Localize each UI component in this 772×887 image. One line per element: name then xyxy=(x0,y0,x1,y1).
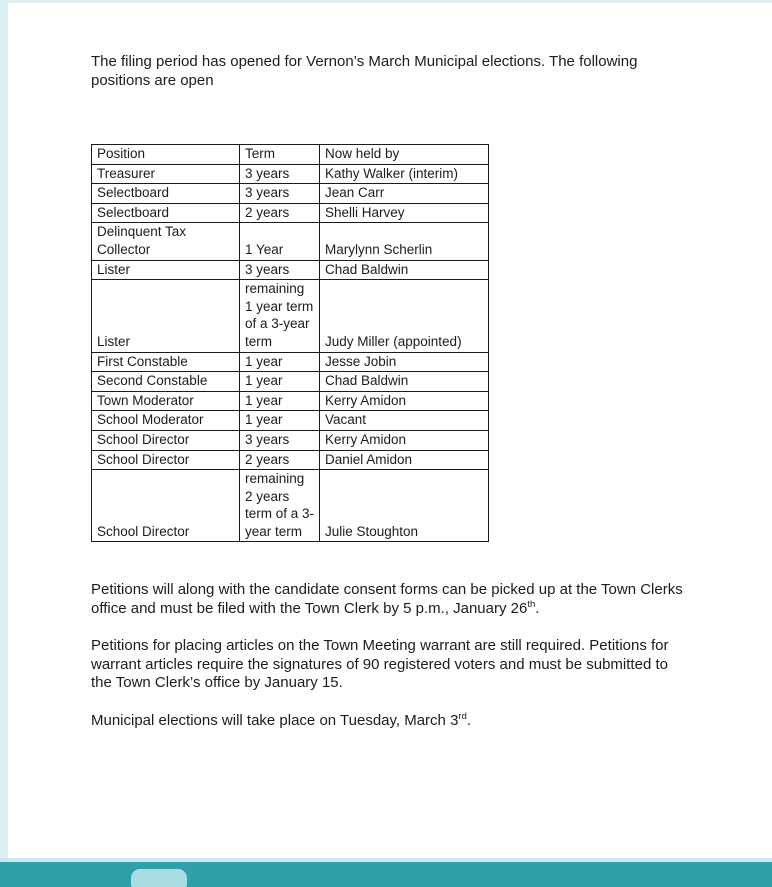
cell-position: Delinquent Tax Collector xyxy=(92,223,240,260)
paragraph-petition-pickup xyxy=(91,581,687,618)
left-edge-strip xyxy=(0,0,8,887)
cell-position: School Moderator xyxy=(92,411,240,431)
column-header-term: Term xyxy=(240,145,320,165)
cell-position: Selectboard xyxy=(92,203,240,223)
table-row xyxy=(92,352,489,372)
cell-term: 1 year xyxy=(240,352,320,372)
cell-holder: Chad Baldwin xyxy=(320,260,489,280)
paragraph-election-date xyxy=(91,712,687,731)
cell-term: 2 years xyxy=(240,203,320,223)
positions-table xyxy=(91,144,489,542)
cell-term: 1 year xyxy=(240,391,320,411)
cell-holder: Judy Miller (appointed) xyxy=(320,280,489,352)
superscript: rd xyxy=(458,710,467,722)
table-row xyxy=(92,470,489,542)
document-content xyxy=(91,0,687,730)
cell-holder: Daniel Amidon xyxy=(320,450,489,470)
cell-term: 3 years xyxy=(240,164,320,184)
table-row xyxy=(92,164,489,184)
table-row xyxy=(92,280,489,352)
cell-term: 1 year xyxy=(240,372,320,392)
table-row xyxy=(92,223,489,260)
cell-position: Lister xyxy=(92,280,240,352)
table-header-row xyxy=(92,145,489,165)
text-run: Municipal elections will take place on Tuesday, March 3 xyxy=(91,711,459,729)
cell-holder: Kerry Amidon xyxy=(320,430,489,450)
superscript: th xyxy=(527,598,536,610)
cell-term: 1 Year xyxy=(240,223,320,260)
text-run: . xyxy=(535,599,540,617)
cell-term: 3 years xyxy=(240,430,320,450)
cell-position: Town Moderator xyxy=(92,391,240,411)
scrollbar-thumb[interactable] xyxy=(131,869,187,887)
cell-position: Lister xyxy=(92,260,240,280)
positions-table-body xyxy=(92,164,489,542)
table-row xyxy=(92,411,489,431)
cell-term: 3 years xyxy=(240,260,320,280)
cell-term: 3 years xyxy=(240,184,320,204)
paragraph-warrant-articles: Petitions for placing articles on the Town Meeting warrant are still required. Petitions for warrant articles require the signatures of 90 registered voters and must be submitted to the Town Clerk’s office by January 15. xyxy=(91,637,669,692)
cell-position: School Director xyxy=(92,450,240,470)
cell-term: remaining 2 years term of a 3-year term xyxy=(240,470,320,542)
cell-position: First Constable xyxy=(92,352,240,372)
cell-holder: Chad Baldwin xyxy=(320,372,489,392)
cell-holder: Kerry Amidon xyxy=(320,391,489,411)
cell-position: Second Constable xyxy=(92,372,240,392)
column-header-holder: Now held by xyxy=(320,145,489,165)
text-run: . xyxy=(466,711,472,729)
cell-holder: Marylynn Scherlin xyxy=(320,223,489,260)
table-row xyxy=(92,372,489,392)
text-run: Petitions will along with the candidate consent forms can be picked up at the Town Clerks office and must be filed with the Town Clerk by 5 p.m., January 26 xyxy=(91,581,683,617)
cell-term: remaining 1 year term of a 3-year term xyxy=(240,280,320,352)
table-row xyxy=(92,450,489,470)
cell-holder: Julie Stoughton xyxy=(320,470,489,542)
cell-term: 1 year xyxy=(240,411,320,431)
cell-position: Treasurer xyxy=(92,164,240,184)
table-row xyxy=(92,391,489,411)
intro-paragraph: The filing period has opened for Vernon’s March Municipal elections. The following positions are open xyxy=(91,53,638,89)
cell-position: School Director xyxy=(92,470,240,542)
cell-position: School Director xyxy=(92,430,240,450)
column-header-position: Position xyxy=(92,145,240,165)
cell-position: Selectboard xyxy=(92,184,240,204)
cell-term: 2 years xyxy=(240,450,320,470)
cell-holder: Kathy Walker (interim) xyxy=(320,164,489,184)
bottom-scrollbar[interactable] xyxy=(0,862,772,887)
cell-holder: Jean Carr xyxy=(320,184,489,204)
cell-holder: Jesse Jobin xyxy=(320,352,489,372)
table-row xyxy=(92,203,489,223)
cell-holder: Vacant xyxy=(320,411,489,431)
table-row xyxy=(92,260,489,280)
table-row xyxy=(92,430,489,450)
table-row xyxy=(92,184,489,204)
cell-holder: Shelli Harvey xyxy=(320,203,489,223)
